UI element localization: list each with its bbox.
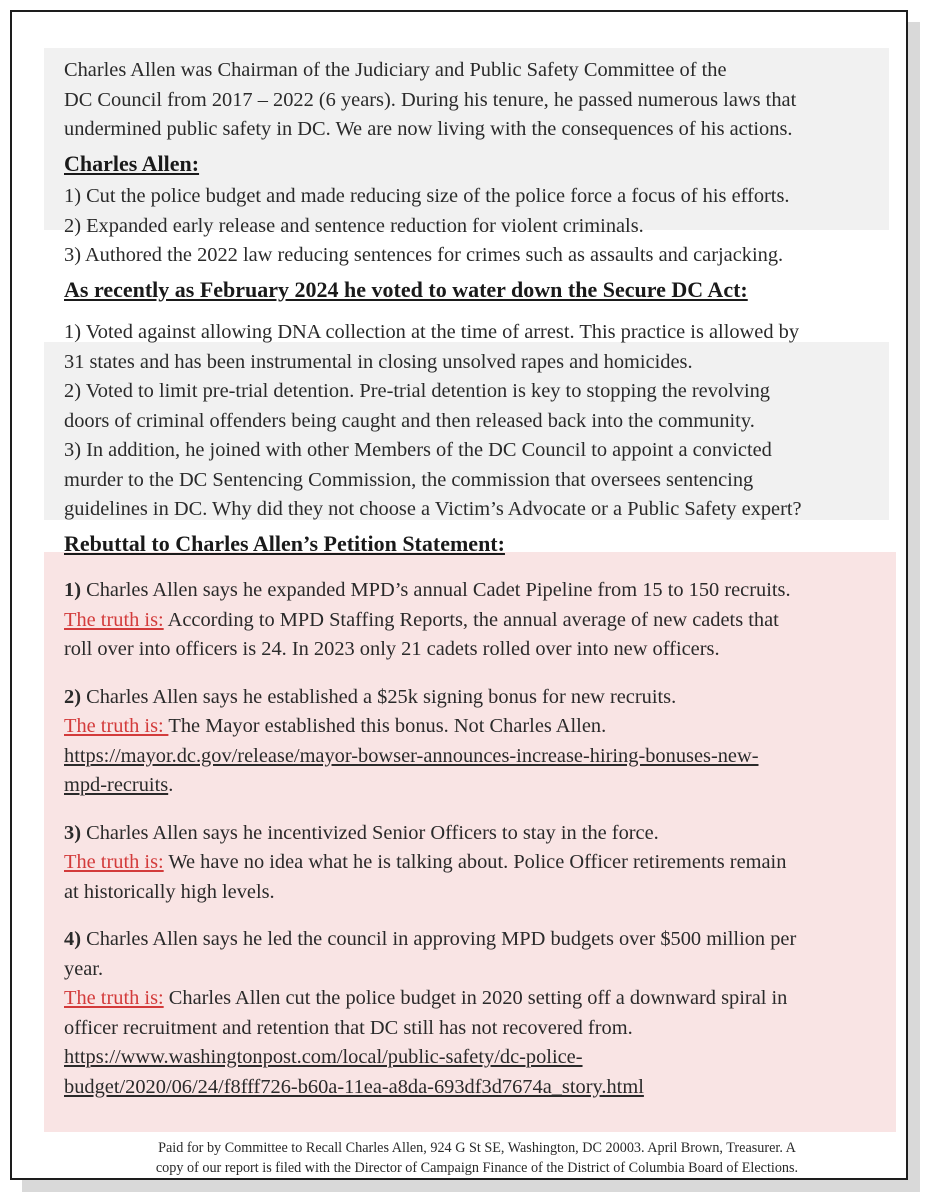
truth-label: The truth is:	[64, 715, 169, 737]
truth-line	[64, 712, 884, 742]
allen-point: 1) Cut the police budget and made reducing size of the police force a focus of his efforts.	[64, 185, 790, 207]
truth-line	[64, 848, 884, 878]
truth-text: According to MPD Staffing Reports, the annual average of new cadets that	[163, 608, 779, 631]
truth-text: Charles Allen cut the police budget in 2020 setting off a downward spiral in	[163, 987, 788, 1009]
intro-line: DC Council from 2017 – 2022 (6 years). During his tenure, he passed numerous laws that	[64, 88, 797, 111]
mayor-link[interactable]: https://mayor.dc.gov/release/mayor-bowser-announces-increase-hiring-bonuses-new-	[64, 744, 759, 767]
document-card	[10, 10, 908, 1180]
truth-label: The truth is:	[64, 851, 164, 873]
secure-line: 1) Voted against allowing DNA collection at the time of arrest. This practice is allowed by	[64, 321, 800, 343]
paid-for-disclaimer	[52, 1138, 902, 1178]
rebuttal-number: 1)	[64, 579, 81, 601]
secure-line: 2) Voted to limit pre-trial detention. Pre-trial detention is key to stopping the revolving	[64, 380, 770, 402]
claim-text: Charles Allen says he established a $25k signing bonus for new recruits.	[81, 685, 677, 708]
allen-point: 2) Expanded early release and sentence reduction for violent criminals.	[64, 214, 644, 237]
claim-text: Charles Allen says he incentivized Senior Officers to stay in the force.	[81, 821, 659, 844]
document-body	[64, 56, 884, 1102]
claim-text: Charles Allen says he expanded MPD’s annual Cadet Pipeline from 15 to 150 recruits.	[81, 579, 791, 601]
allen-point: 3) Authored the 2022 law reducing sentences for crimes such as assaults and carjacking.	[64, 244, 784, 266]
rebuttal-number: 2)	[64, 685, 81, 708]
claim-text: Charles Allen says he led the council in approving MPD budgets over $500 million per	[81, 928, 797, 950]
rebuttal-heading: Rebuttal to Charles Allen’s Petition Statement:	[64, 530, 505, 556]
truth-text: The Mayor established this bonus. Not Charles Allen.	[168, 715, 607, 737]
claim-text: year.	[64, 957, 104, 980]
footer-line: copy of our report is filed with the Director of Campaign Finance of the District of Columbia Board of Elections.	[155, 1160, 799, 1176]
truth-line: officer recruitment and retention that DC still has not recovered from.	[64, 1016, 633, 1039]
secure-line: 3) In addition, he joined with other Members of the DC Council to appoint a convicted	[64, 439, 772, 461]
truth-line	[64, 984, 884, 1014]
mayor-link[interactable]: mpd-recruits	[64, 774, 169, 796]
truth-label: The truth is:	[64, 987, 164, 1009]
rebuttal-number: 3)	[64, 821, 81, 844]
washington-post-link[interactable]: budget/2020/06/24/f8fff726-b60a-11ea-a8da-693df3d7674a_story.html	[64, 1075, 644, 1098]
truth-line: at historically high levels.	[64, 880, 275, 903]
truth-line	[64, 606, 884, 636]
secure-line: murder to the DC Sentencing Commission, the commission that oversees sentencing	[64, 468, 754, 491]
truth-label: The truth is:	[64, 608, 164, 631]
rebuttal-number: 4)	[64, 928, 81, 950]
washington-post-link[interactable]: https://www.washingtonpost.com/local/public-safety/dc-police-	[64, 1046, 583, 1068]
secure-line: 31 states and has been instrumental in closing unsolved rapes and homicides.	[64, 350, 693, 373]
truth-line: roll over into officers is 24. In 2023 only 21 cadets rolled over into new officers.	[64, 638, 720, 660]
link-suffix: .	[168, 774, 174, 796]
secure-line: doors of criminal offenders being caught and then released back into the community.	[64, 409, 755, 432]
intro-line: undermined public safety in DC. We are now living with the consequences of his actions.	[64, 118, 793, 140]
rebuttal-claim	[64, 683, 884, 713]
rebuttal-claim	[64, 576, 884, 606]
intro-line: Charles Allen was Chairman of the Judiciary and Public Safety Committee of the	[64, 59, 727, 81]
rebuttal-claim	[64, 819, 884, 849]
allen-heading: Charles Allen:	[64, 150, 200, 176]
truth-text: We have no idea what he is talking about. Police Officer retirements remain	[163, 851, 787, 873]
secure-line: guidelines in DC. Why did they not choose a Victim’s Advocate or a Public Safety expert?	[64, 498, 802, 520]
footer-line: Paid for by Committee to Recall Charles Allen, 924 G St SE, Washington, DC 20003. April Brown, Treasurer. A	[158, 1140, 796, 1156]
rebuttal-claim	[64, 925, 884, 955]
secure-heading: As recently as February 2024 he voted to water down the Secure DC Act:	[64, 276, 748, 302]
